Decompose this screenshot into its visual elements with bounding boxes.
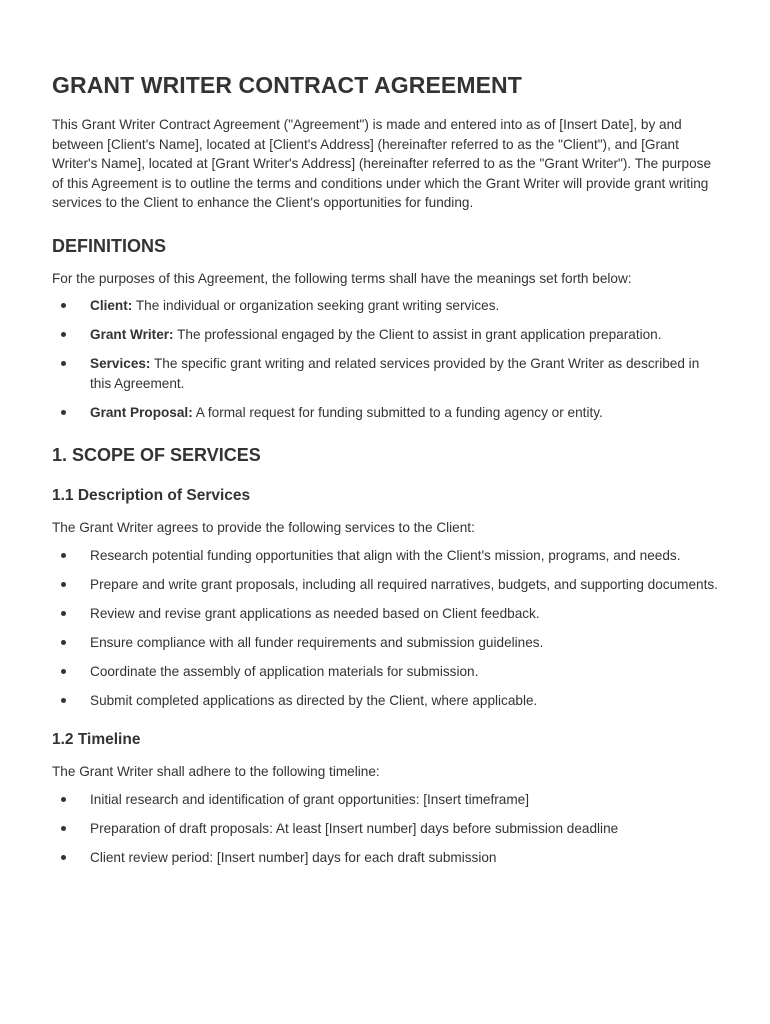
list-item bbox=[52, 790, 722, 810]
list-item-text: Preparation of draft proposals: At least [Insert number] days before submission deadline bbox=[90, 820, 619, 836]
definition-text: The individual or organization seeking grant writing services. bbox=[132, 298, 500, 313]
bullet-icon bbox=[61, 855, 66, 860]
scope-section bbox=[52, 444, 718, 867]
intro-paragraph: This Grant Writer Contract Agreement ("Agreement") is made and entered into as of [Insert Date], by and between [Client's Name], located at [Client's Address] (hereinafter referred to as the "Client"), and [Grant Writer's Name], located at [Grant Writer's Address] (hereinafter referred to as the "Grant Writer"). The purpose of this Agreement is to outline the terms and conditions under which the Grant Writer will provide grant writing services to the Client to enhance the Client's opportunities for funding. bbox=[52, 117, 712, 210]
description-heading: 1.1 Description of Services bbox=[52, 487, 251, 504]
bullet-icon bbox=[61, 640, 66, 645]
timeline-lead: The Grant Writer shall adhere to the following timeline: bbox=[52, 764, 380, 779]
list-item bbox=[52, 819, 722, 839]
list-item-text: Research potential funding opportunities that align with the Client's mission, programs, and needs. bbox=[90, 547, 681, 563]
definitions-lead: For the purposes of this Agreement, the following terms shall have the meanings set forth below: bbox=[52, 270, 632, 286]
list-item bbox=[52, 662, 722, 682]
definition-item bbox=[52, 296, 722, 316]
list-item bbox=[52, 691, 722, 711]
list-item-text: Submit completed applications as directed by the Client, where applicable. bbox=[90, 692, 538, 708]
bullet-icon bbox=[61, 553, 66, 558]
list-item bbox=[52, 575, 722, 595]
definition-text: The specific grant writing and related services provided by the Grant Writer as described in this Agreement. bbox=[90, 356, 700, 391]
definition-term: Client: bbox=[90, 298, 133, 313]
list-item-text: Client review period: [Insert number] days for each draft submission bbox=[90, 849, 497, 865]
definition-term: Services: bbox=[90, 356, 151, 371]
definition-item bbox=[52, 354, 722, 393]
definitions-section bbox=[52, 235, 718, 423]
bullet-icon bbox=[61, 611, 66, 616]
services-list bbox=[52, 546, 718, 711]
bullet-icon bbox=[61, 797, 66, 802]
timeline-heading: 1.2 Timeline bbox=[52, 731, 141, 748]
definition-item bbox=[52, 403, 722, 423]
bullet-icon bbox=[61, 410, 66, 415]
scope-heading: 1. SCOPE OF SERVICES bbox=[52, 445, 261, 465]
list-item-text: Coordinate the assembly of application materials for submission. bbox=[90, 663, 479, 679]
list-item-text: Prepare and write grant proposals, including all required narratives, budgets, and supporting documents. bbox=[90, 576, 718, 592]
list-item-text: Initial research and identification of grant opportunities: [Insert timeframe] bbox=[90, 791, 530, 807]
definition-term: Grant Proposal: bbox=[90, 404, 193, 420]
definitions-heading: DEFINITIONS bbox=[52, 235, 167, 256]
list-item bbox=[52, 546, 722, 566]
description-lead: The Grant Writer agrees to provide the following services to the Client: bbox=[52, 520, 475, 535]
list-item bbox=[52, 848, 722, 868]
bullet-icon bbox=[61, 582, 66, 587]
document-title: GRANT WRITER CONTRACT AGREEMENT bbox=[52, 72, 522, 98]
list-item-text: Review and revise grant applications as needed based on Client feedback. bbox=[90, 605, 540, 621]
timeline-list bbox=[52, 790, 718, 868]
bullet-icon bbox=[61, 361, 66, 366]
list-item-text: Ensure compliance with all funder requirements and submission guidelines. bbox=[90, 634, 544, 650]
list-item bbox=[52, 633, 722, 653]
definition-text: The professional engaged by the Client to assist in grant application preparation. bbox=[173, 327, 662, 342]
definition-item bbox=[52, 325, 722, 345]
bullet-icon bbox=[61, 303, 66, 308]
definitions-list bbox=[52, 296, 718, 422]
bullet-icon bbox=[61, 332, 66, 337]
bullet-icon bbox=[61, 826, 66, 831]
definition-text: A formal request for funding submitted to a funding agency or entity. bbox=[192, 404, 603, 420]
definition-term: Grant Writer: bbox=[90, 327, 174, 342]
bullet-icon bbox=[61, 698, 66, 703]
list-item bbox=[52, 604, 722, 624]
bullet-icon bbox=[61, 669, 66, 674]
